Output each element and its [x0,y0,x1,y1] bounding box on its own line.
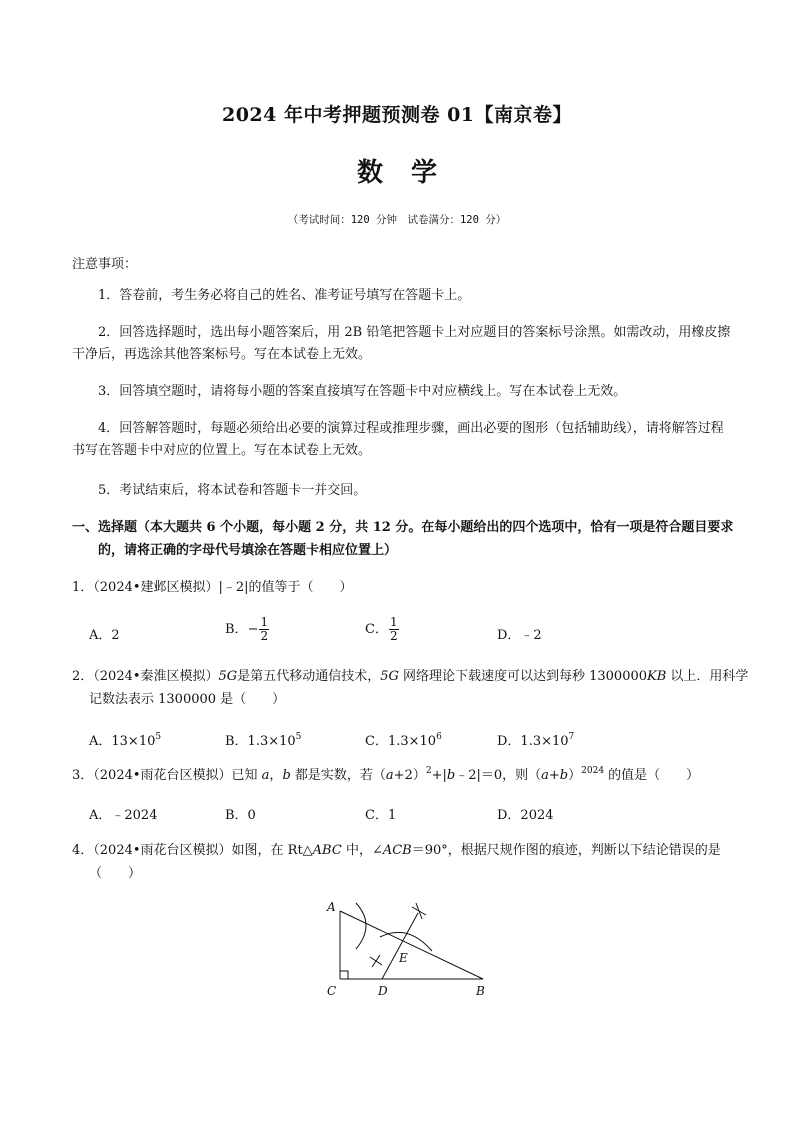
segment-ab [340,911,483,979]
right-angle-mark [340,971,348,979]
question-4-stem: 4．（2024•雨花台区模拟）如图，在 Rt△ABC 中，∠ACB＝90°，根据尺规作图的痕迹，判断以下结论错误的是（ ） [72,843,721,881]
question-2-option-d: D．$1.3\times 10^7$ [497,732,575,749]
question-1-option-d: D．﹣2 [497,628,542,643]
question-3-option-b: B．0 [225,808,256,823]
label-d: D [378,984,388,998]
exam-info: （考试时间：120 分钟 试卷满分：120 分） [287,214,507,226]
label-e: E [399,951,408,965]
note-item: 4．回答解答题时，每题必须给出必要的演算过程或推理步骤，画出必要的图形（包括辅助线），请将解答过程书写在答题卡中对应的位置上。写在本试卷上无效。 [72,421,724,458]
question-1-option-c: C． $\frac{1}{2}$ [365,615,398,643]
note-item: 5．考试结束后，将本试卷和答题卡一并交回。 [98,483,367,498]
question-1-option-a: A．2 [89,628,120,643]
exam-title: 2024 年中考押题预测卷 01【南京卷】 [221,104,573,126]
section-heading: 一、选择题（本大题共 6 个小题，每小题 2 分，共 12 分。在每小题给出的四个选项中，恰有一项是符合题目要求的，请将正确的字母代号填涂在答题卡相应位置上） [72,520,734,558]
note-item: 1．答卷前，考生务必将自己的姓名、准考证号填写在答题卡上。 [98,288,471,303]
note-item: 2．回答选择题时，选出每小题答案后，用 2B 铅笔把答题卡上对应题目的答案标号涂黑。如需改动，用橡皮擦干净后，再选涂其他答案标号。写在本试卷上无效。 [72,325,731,362]
question-3-option-d: D．2024 [497,808,554,823]
subject-heading: 数学 [356,158,465,188]
fraction: $\frac{1}{2}$ [389,615,398,643]
question-2-stem: 2．（2024•秦淮区模拟）5G是第五代移动通信技术，5G 网络理论下载速度可以达到每秒 1300000KB 以上．用科学记数法表示 1300000 是（ ） [72,669,749,707]
construction-arc [356,903,366,949]
question-2-option-a: A．$13\times 10^5$ [89,732,162,749]
question-2-option-c: C．$1.3\times 10^6$ [365,732,442,749]
question-1-option-b: B．− $\frac{1}{2}$ [225,615,269,643]
note-item: 3．回答填空题时，请将每小题的答案直接填写在答题卡中对应横线上。写在本试卷上无效。 [98,384,627,399]
triangle-construction-figure [320,893,500,1003]
question-3-option-a: A．﹣2024 [89,808,158,823]
question-3-stem: 3．（2024•雨花台区模拟）已知 a，b 都是实数，若$(a+2)^2+|b﹣2|=0$，则$(a+b)^{2024}$ 的值是（ ） [72,766,700,783]
cross-mark [372,955,380,967]
notes-heading: 注意事项： [72,257,138,272]
question-1-stem: 1．（2024•建邺区模拟）|﹣2|的值等于（ ） [72,580,353,595]
question-3-option-c: C．1 [365,808,397,823]
fraction: $\frac{1}{2}$ [260,615,269,643]
label-b: B [476,984,485,998]
label-a: A [327,900,336,914]
label-c: C [327,984,337,998]
question-2-option-b: B．$1.3\times 10^5$ [225,732,302,749]
cross-mark [416,903,422,919]
